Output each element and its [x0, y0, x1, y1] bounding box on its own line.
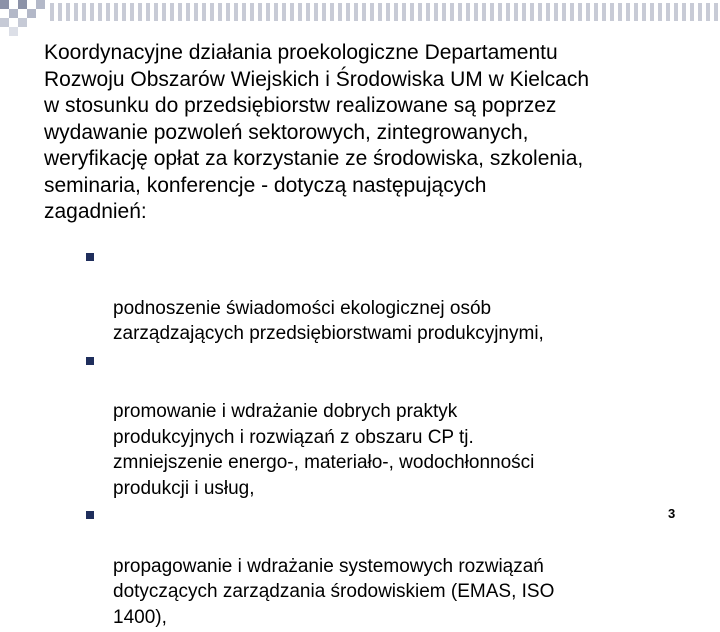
intro-paragraph: Koordynacyjne działania proekologiczne Departamentu Rozwoju Obszarów Wiejskich i Środowiska UM w Kielcach w stosunku do przedsiębiorstw realizowane są poprzez wydawanie pozwoleń sektorowych, zintegrowanych, weryfikację opłat za korzystanie ze środowiska, szkolenia, seminaria, konferencje - dotyczą następujących zagadnień:: [44, 41, 589, 223]
square-bullet-icon: [86, 253, 94, 261]
square-bullet-icon: [86, 511, 94, 519]
topics-list: [80, 245, 680, 632]
square-bullet-icon: [86, 357, 94, 365]
page-number: 3: [668, 506, 676, 521]
list-item: [80, 503, 680, 630]
list-item: [80, 349, 680, 501]
list-item-text: promowanie i wdrażanie dobrych praktyk produkcyjnych i rozwiązań z obszaru CP tj. zmniejszenie energo-, materiało-, wodochłonności produkcji i usług,: [113, 401, 535, 499]
list-item-text: propagowanie i wdrażanie systemowych rozwiązań dotyczących zarządzania środowiskiem (EMAS, ISO 1400),: [113, 555, 555, 628]
list-item: [80, 245, 680, 347]
header-pattern-graphic: [0, 0, 720, 36]
header-decoration: [0, 0, 720, 36]
list-item-text: podnoszenie świadomości ekologicznej osób zarządzających przedsiębiorstwami produkcyjnymi,: [113, 297, 544, 345]
